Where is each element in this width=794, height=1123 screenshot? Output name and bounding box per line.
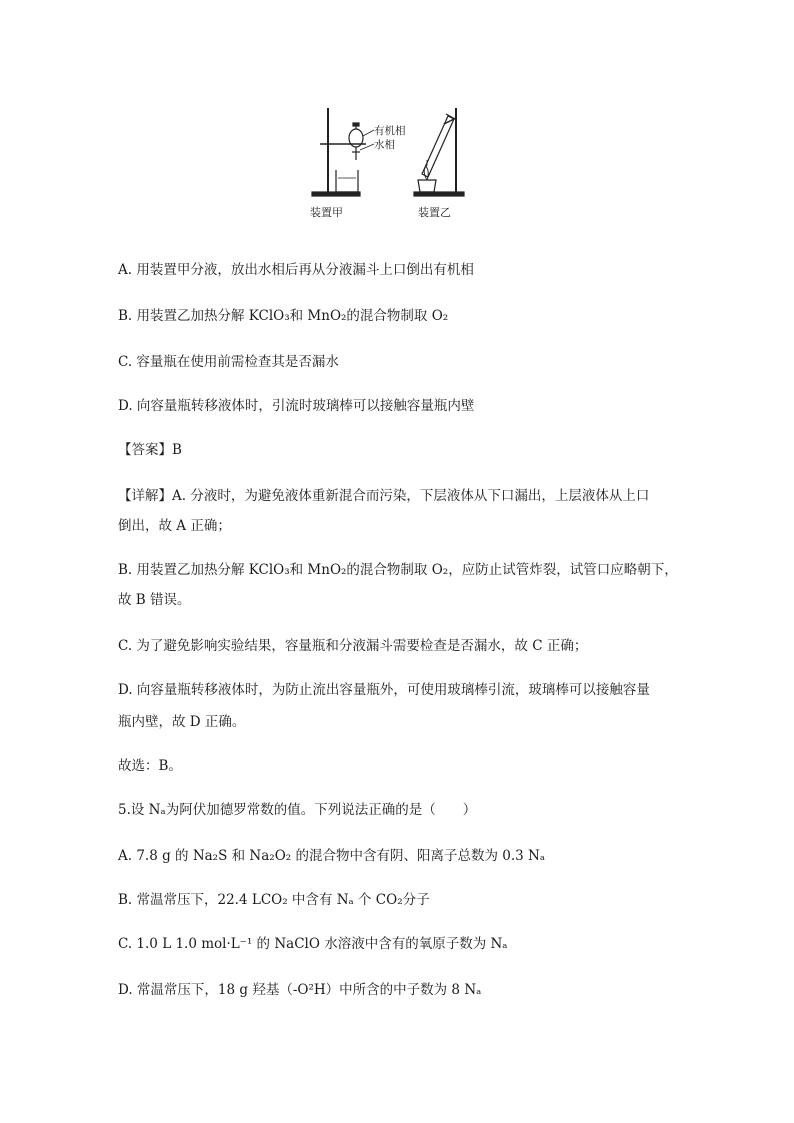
apparatus-yi: [414, 108, 464, 196]
q4-explain-line: 瓶内壁，故 D 正确。: [118, 714, 246, 730]
q4-option-c: C. 容量瓶在使用前需检查其是否漏水: [118, 354, 339, 370]
q4-explain-line: 【详解】A. 分液时，为避免液体重新混合而污染，下层液体从下口漏出，上层液体从上口: [118, 488, 650, 504]
caption-yi: 装置乙: [418, 206, 451, 219]
q5-option-d: D. 常温常压下，18 g 羟基（-O²H）中所含的中子数为 8 Nₐ: [118, 982, 482, 998]
apparatus-figure: [306, 100, 486, 222]
q4-explain-line: C. 为了避免影响实验结果，容量瓶和分液漏斗需要检查是否漏水，故 C 正确；: [118, 638, 588, 654]
q4-option-d: D. 向容量瓶转移液体时，引流时玻璃棒可以接触容量瓶内壁: [118, 398, 475, 414]
caption-jia: 装置甲: [310, 206, 343, 219]
label-organic: 有机相: [374, 125, 406, 137]
q5-option-c: C. 1.0 L 1.0 mol·L⁻¹ 的 NaClO 水溶液中含有的氧原子数为 Nₐ: [118, 936, 508, 952]
q5-stem: 5.设 Nₐ为阿伏加德罗常数的值。下列说法正确的是（ ）: [118, 802, 477, 818]
q4-explain-line: D. 向容量瓶转移液体时，为防止流出容量瓶外，可使用玻璃棒引流，玻璃棒可以接触容量: [118, 682, 650, 698]
apparatus-jia: [312, 108, 374, 196]
label-aqueous: 水相: [374, 139, 395, 151]
q4-answer: 【答案】B: [118, 442, 182, 458]
q4-option-a: A. 用装置甲分液，放出水相后再从分液漏斗上口倒出有机相: [118, 262, 474, 278]
q5-option-a: A. 7.8 g 的 Na₂S 和 Na₂O₂ 的混合物中含有阴、阳离子总数为 0.3 Nₐ: [118, 848, 546, 864]
q4-conclusion: 故选：B。: [118, 758, 182, 774]
q4-explain-line: 倒出，故 A 正确；: [118, 518, 231, 534]
q5-option-b: B. 常温常压下，22.4 LCO₂ 中含有 Nₐ 个 CO₂分子: [118, 892, 430, 908]
q4-explain-line: 故 B 错误。: [118, 592, 191, 608]
q4-explain-line: B. 用装置乙加热分解 KClO₃和 MnO₂的混合物制取 O₂，应防止试管炸裂，试管口应略朝下，: [118, 562, 678, 578]
q4-option-b: B. 用装置乙加热分解 KClO₃和 MnO₂的混合物制取 O₂: [118, 308, 449, 324]
